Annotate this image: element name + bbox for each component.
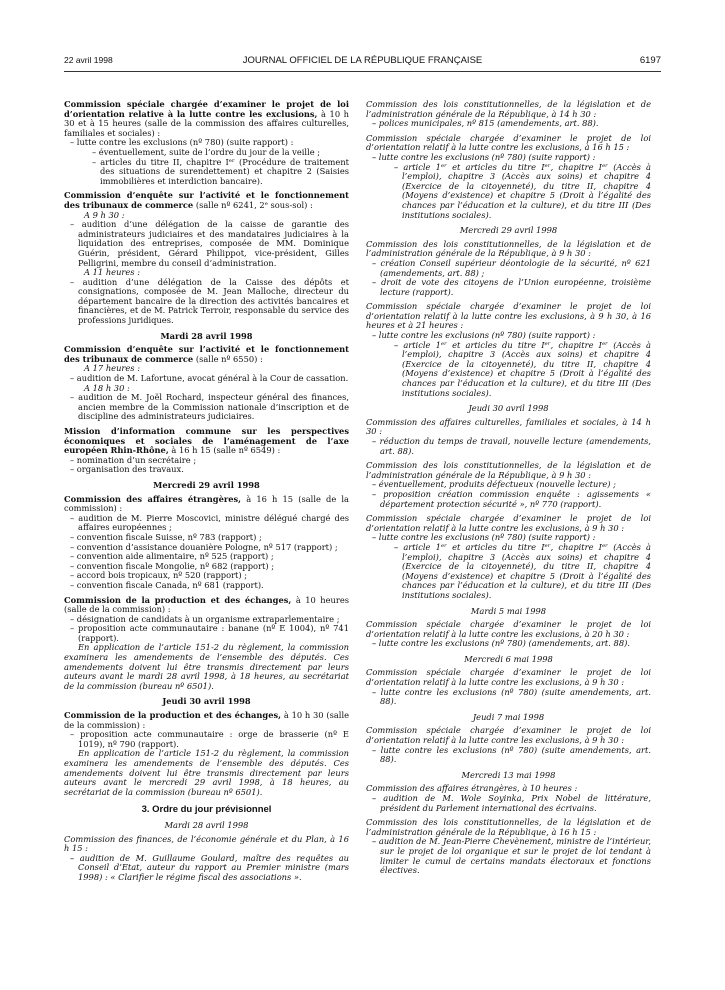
commission-entry <box>366 668 651 706</box>
date-heading: Mercredi 6 mai 1998 <box>464 653 553 664</box>
agenda-item: – audition de M. Wole Soyinka, Prix Nobel de littérature, président du Parlement international des écrivains. <box>380 794 651 813</box>
commission-title: Commission spéciale chargée d’examiner le projet de loi d’orientation relatif à la lutte contre les exclusions, à 9 h 30 : <box>366 513 651 533</box>
commission-entry <box>366 240 651 298</box>
commission-title: Mission d’information commune sur les perspectives économiques et sociales de l’aménagement de l’axe européen Rhin-Rhône, <box>64 426 349 456</box>
agenda-list <box>366 259 651 297</box>
commission-details: (salle nº 6550) : <box>195 353 263 364</box>
agenda-list <box>64 278 349 326</box>
journal-title: JOURNAL OFFICIEL DE LA RÉPUBLIQUE FRANÇAISE <box>242 55 483 66</box>
header-rule <box>64 71 661 72</box>
commission-title: Commission des lois constitutionnelles, de la législation et de l’administration générale de la République, à 16 h 15 : <box>366 817 651 837</box>
agenda-list <box>366 794 651 813</box>
agenda-list <box>64 138 349 186</box>
session-time: A 17 heures : <box>84 363 140 374</box>
commission-entry <box>64 835 349 883</box>
agenda-item: – polices municipales, nº 815 (amendements, art. 88). <box>380 119 651 129</box>
agenda-list <box>64 393 349 422</box>
agenda-item: – audition d’une délégation de la Caisse des dépôts et consignations, composée de M. Jean Malloche, directeur du département bancaire de la direction des activités bancaires et financières, et de M. Patrick Terroir, responsable du service des professions juridiques. <box>78 278 349 326</box>
agenda-item: – proposition acte communautaire : orge de brasserie (nº E 1019), nº 790 (rapport). <box>78 730 349 749</box>
agenda-list <box>366 153 651 220</box>
agenda-item: – audition de M. Pierre Moscovici, ministre délégué chargé des affaires européennes ; <box>78 514 349 533</box>
agenda-list <box>64 730 349 749</box>
date-heading: Mardi 28 avril 1998 <box>160 330 253 341</box>
agenda-item: – convention d’assistance douanière Pologne, nº 517 (rapport) ; <box>78 543 349 553</box>
agenda-item: – audition d’une délégation de la caisse de garantie des administrateurs judiciaires et des mandataires judiciaires à la liquidation des entreprises, composée de MM. Dominique Guérin, président, Gérard Philippot, vice-président, Gilles Pelligrini, membre du conseil d’administration. <box>78 220 349 268</box>
date-heading: Mercredi 29 avril 1998 <box>459 225 558 236</box>
agenda-sublist <box>78 148 349 186</box>
agenda-list <box>64 854 349 883</box>
date-heading: Mardi 28 avril 1998 <box>164 819 249 830</box>
commission-entry <box>366 418 651 456</box>
agenda-list <box>366 119 651 129</box>
commission-title: Commission spéciale chargée d’examiner le projet de loi d’orientation relative à la lutte contre les exclusions, <box>64 99 349 119</box>
agenda-item: – lutte contre les exclusions (nº 780) (suite amendements, art. 88). <box>380 746 651 765</box>
commission-title: Commission de la production et des échanges, <box>64 594 292 605</box>
agenda-item: – lutte contre les exclusions (nº 780) (suite rapport) : <box>380 153 651 163</box>
commission-entry <box>64 596 349 692</box>
agenda-list <box>366 331 651 398</box>
agenda-item: – audition de M. Jean-Pierre Chevènement, ministre de l’intérieur, sur le projet de loi organique et sur le projet de loi tendant à limiter le cumul de certains mandats électoraux et fonctions électives. <box>380 837 651 875</box>
agenda-item: – droit de vote des citoyens de l’Union européenne, troisième lecture (rapport). <box>380 278 651 297</box>
amendment-note: En application de l’article 151-2 du règlement, la commission examinera les amendements de l’ensemble des députés. Ces amendements doivent lui être transmis directement par leurs auteurs avant le mercredi 29 avril 1998, à 18 heures, au secrétariat de la commission (bureau nº 6501). <box>64 748 349 797</box>
agenda-subitem: – articles du titre II, chapitre Iᵉʳ (Procédure de traitement des situations de surendettement) et chapitre 2 (Saisies immobilières et interdiction bancaire). <box>100 158 349 187</box>
amendment-note: En application de l’article 151-2 du règlement, la commission examinera les amendements de l’ensemble des députés. Ces amendements doivent lui être transmis directement par leurs auteurs avant le mardi 28 avril 1998, à 18 heures, au secrétariat de la commission (bureau nº 6501). <box>64 642 349 691</box>
agenda-item: – désignation de candidats à un organisme extraparlementaire ; <box>78 615 349 625</box>
agenda-item: – proposition création commission enquête : agissements « département protection sécurité », nº 770 (rapport). <box>380 490 651 509</box>
commission-entry <box>64 100 349 186</box>
commission-entry <box>366 461 651 509</box>
page-number: 6197 <box>639 55 661 66</box>
left-column <box>64 100 349 888</box>
agenda-sublist <box>380 341 651 399</box>
agenda-item: – lutte contre les exclusions (nº 780) (amendements, art. 88). <box>380 639 651 649</box>
right-column <box>366 100 651 881</box>
commission-details: à 10 h 30 et à 15 heures (salle de la commission des affaires culturelles, familiales et sociales) : <box>64 108 350 138</box>
agenda-sublist <box>380 543 651 601</box>
date-heading: Mardi 5 mai 1998 <box>470 605 547 616</box>
agenda-list <box>366 533 651 600</box>
page-header <box>64 55 661 71</box>
commission-entry <box>64 427 349 475</box>
commission-title: Commission des lois constitutionnelles, de la législation et de l’administration générale de la République, à 9 h 30 : <box>366 460 651 480</box>
agenda-item: – accord bois tropicaux, nº 520 (rapport) ; <box>78 571 349 581</box>
commission-entry <box>366 302 651 398</box>
agenda-item: – création Conseil supérieur déontologie de la sécurité, nº 621 (amendements, art. 88) ; <box>380 259 651 278</box>
session-time: A 11 heures : <box>84 267 140 278</box>
session-time: A 18 h 30 : <box>84 382 130 393</box>
commission-title: Commission d’enquête sur l’activité et le fonctionnement des tribunaux de commerce <box>64 344 349 364</box>
session-time: A 9 h 30 : <box>84 209 125 220</box>
agenda-list <box>64 220 349 268</box>
commission-entry <box>64 191 349 325</box>
date-heading: Jeudi 30 avril 1998 <box>468 403 549 414</box>
header-date: 22 avril 1998 <box>64 55 113 65</box>
agenda-item: – lutte contre les exclusions (nº 780) (suite rapport) : <box>380 533 651 543</box>
date-heading: Mercredi 13 mai 1998 <box>461 769 556 780</box>
agenda-item: – lutte contre les exclusions (nº 780) (suite amendements, art. 88). <box>380 688 651 707</box>
agenda-list <box>366 480 651 509</box>
agenda-item: – convention aide alimentaire, nº 525 (rapport) ; <box>78 552 349 562</box>
agenda-item: – convention fiscale Suisse, nº 783 (rapport) ; <box>78 533 349 543</box>
commission-details: à 16 h 15 (salle nº 6549) : <box>171 445 281 456</box>
commission-entry <box>64 345 349 422</box>
agenda-item: – nomination d’un secrétaire ; <box>78 456 349 466</box>
commission-title: Commission de la production et des échanges, <box>64 710 282 721</box>
agenda-item: – proposition acte communautaire : banane (nº E 1004), nº 741 (rapport). <box>78 624 349 643</box>
commission-title: Commission des affaires étrangères, à 10 heures : <box>366 783 578 794</box>
commission-title: Commission des affaires culturelles, familiales et sociales, à 14 h 30 : <box>366 416 651 437</box>
agenda-item: – audition de M. Lafortune, avocat général à la Cour de cassation. <box>78 374 349 384</box>
agenda-item: – audition de M. Guillaume Goulard, maître des requêtes au Conseil d’Etat, auteur du rapport au Premier ministre (mars 1998) : « Clarifier le régime fiscal des associations ». <box>78 854 349 883</box>
agenda-subitem: – article 1ᵉʳ et articles du titre Iᵉʳ, chapitre Iᵉʳ (Accès à l’emploi), chapitre 3 (Accès aux soins) et chapitre 4 (Exercice de la citoyenneté), du titre II, chapitre 4 (Moyens d’existence) et chapitre 5 (Droit à l’égalité des chances par l’éducation et la culture), et du titre III (Des institutions sociales). <box>402 341 651 399</box>
agenda-list <box>366 688 651 707</box>
agenda-item: – lutte contre les exclusions (nº 780) (suite rapport) : <box>380 331 651 341</box>
commission-title: Commission spéciale chargée d’examiner le projet de loi d’orientation relatif à la lutte contre les exclusions, à 20 h 30 : <box>366 619 651 639</box>
commission-entry <box>64 711 349 797</box>
commission-title: Commission spéciale chargée d’examiner le projet de loi d’orientation relatif à la lutte contre les exclusions, à 9 h 30 : <box>366 725 651 746</box>
agenda-sublist <box>380 163 651 221</box>
commission-entry <box>366 726 651 764</box>
commission-title: Commission spéciale chargée d’examiner le projet de loi d’orientation relatif à la lutte contre les exclusions, à 9 h 30 : <box>366 667 651 688</box>
agenda-list <box>64 456 349 475</box>
agenda-subitem: – article 1ᵉʳ et articles du titre Iᵉʳ, chapitre Iᵉʳ (Accès à l’emploi), chapitre 3 (Accès aux soins) et chapitre 4 (Exercice de la citoyenneté), du titre II, chapitre 4 (Moyens d’existence) et chapitre 5 (Droit à l’égalité des chances par l’éducation et la culture), et du titre III (Des institutions sociales). <box>402 543 651 601</box>
commission-title: Commission des lois constitutionnelles, de la législation et de l’administration générale de la République, à 14 h 30 : <box>366 99 651 119</box>
section-heading: 3. Ordre du jour prévisionnel <box>141 804 272 816</box>
agenda-item: – convention fiscale Mongolie, nº 682 (rapport) ; <box>78 562 349 572</box>
agenda-subitem: – éventuellement, suite de l’ordre du jour de la veille ; <box>100 148 349 158</box>
commission-details: (salle nº 6241, 2ᵉ sous-sol) : <box>195 199 313 210</box>
agenda-item: – organisation des travaux. <box>78 465 349 475</box>
agenda-list <box>366 837 651 875</box>
agenda-list <box>366 639 651 649</box>
commission-entry <box>366 620 651 649</box>
agenda-item: – éventuellement, produits défectueux (nouvelle lecture) ; <box>380 480 651 490</box>
agenda-item: – lutte contre les exclusions (nº 780) (suite rapport) : <box>78 138 349 148</box>
date-heading: Jeudi 30 avril 1998 <box>162 696 251 707</box>
commission-title: Commission des finances, de l’économie générale et du Plan, à 16 h 15 : <box>64 833 349 854</box>
commission-title: Commission des lois constitutionnelles, de la législation et de l’administration générale de la République, à 9 h 30 : <box>366 238 651 259</box>
commission-entry <box>366 514 651 600</box>
commission-entry <box>366 784 651 813</box>
commission-entry <box>366 100 651 129</box>
commission-title: Commission des affaires étrangères, <box>64 493 242 504</box>
commission-title: Commission d’enquête sur l’activité et le fonctionnement des tribunaux de commerce <box>64 190 349 210</box>
commission-details: à 10 h 30 (salle de la commission) : <box>64 710 350 730</box>
agenda-list <box>64 615 349 644</box>
date-heading: Mercredi 29 avril 1998 <box>153 479 260 490</box>
date-heading: Jeudi 7 mai 1998 <box>472 711 545 722</box>
commission-details: à 10 heures (salle de la commission) : <box>64 594 350 615</box>
agenda-item: – convention fiscale Canada, nº 681 (rapport). <box>78 581 349 591</box>
commission-entry <box>64 495 349 591</box>
commission-entry <box>366 134 651 220</box>
agenda-item: – réduction du temps de travail, nouvelle lecture (amendements, art. 88). <box>380 437 651 456</box>
commission-title: Commission spéciale chargée d’examiner le projet de loi d’orientation relatif à la lutte contre les exclusions, à 9 h 30, à 16 heures et à 21 heures : <box>366 301 651 331</box>
commission-details: à 16 h 15 (salle de la commission) : <box>64 493 349 514</box>
agenda-list <box>366 746 651 765</box>
agenda-subitem: – article 1ᵉʳ et articles du titre Iᵉʳ, chapitre Iᵉʳ (Accès à l’emploi), chapitre 3 (Accès aux soins) et chapitre 4 (Exercice de la citoyenneté), du titre II, chapitre 4 (Moyens d’existence) et chapitre 5 (Droit à l’égalité des chances par l’éducation et la culture), et du titre III (Des institutions sociales). <box>402 163 651 221</box>
commission-title: Commission spéciale chargée d’examiner le projet de loi d’orientation relatif à la lutte contre les exclusions, à 16 h 15 : <box>366 132 651 153</box>
agenda-item: – audition de M. Joël Rochard, inspecteur général des finances, ancien membre de la Commission nationale d’inscription et de discipline des administrateurs judiciaires. <box>78 393 349 422</box>
agenda-list <box>366 437 651 456</box>
agenda-list <box>64 514 349 591</box>
commission-entry <box>366 818 651 876</box>
